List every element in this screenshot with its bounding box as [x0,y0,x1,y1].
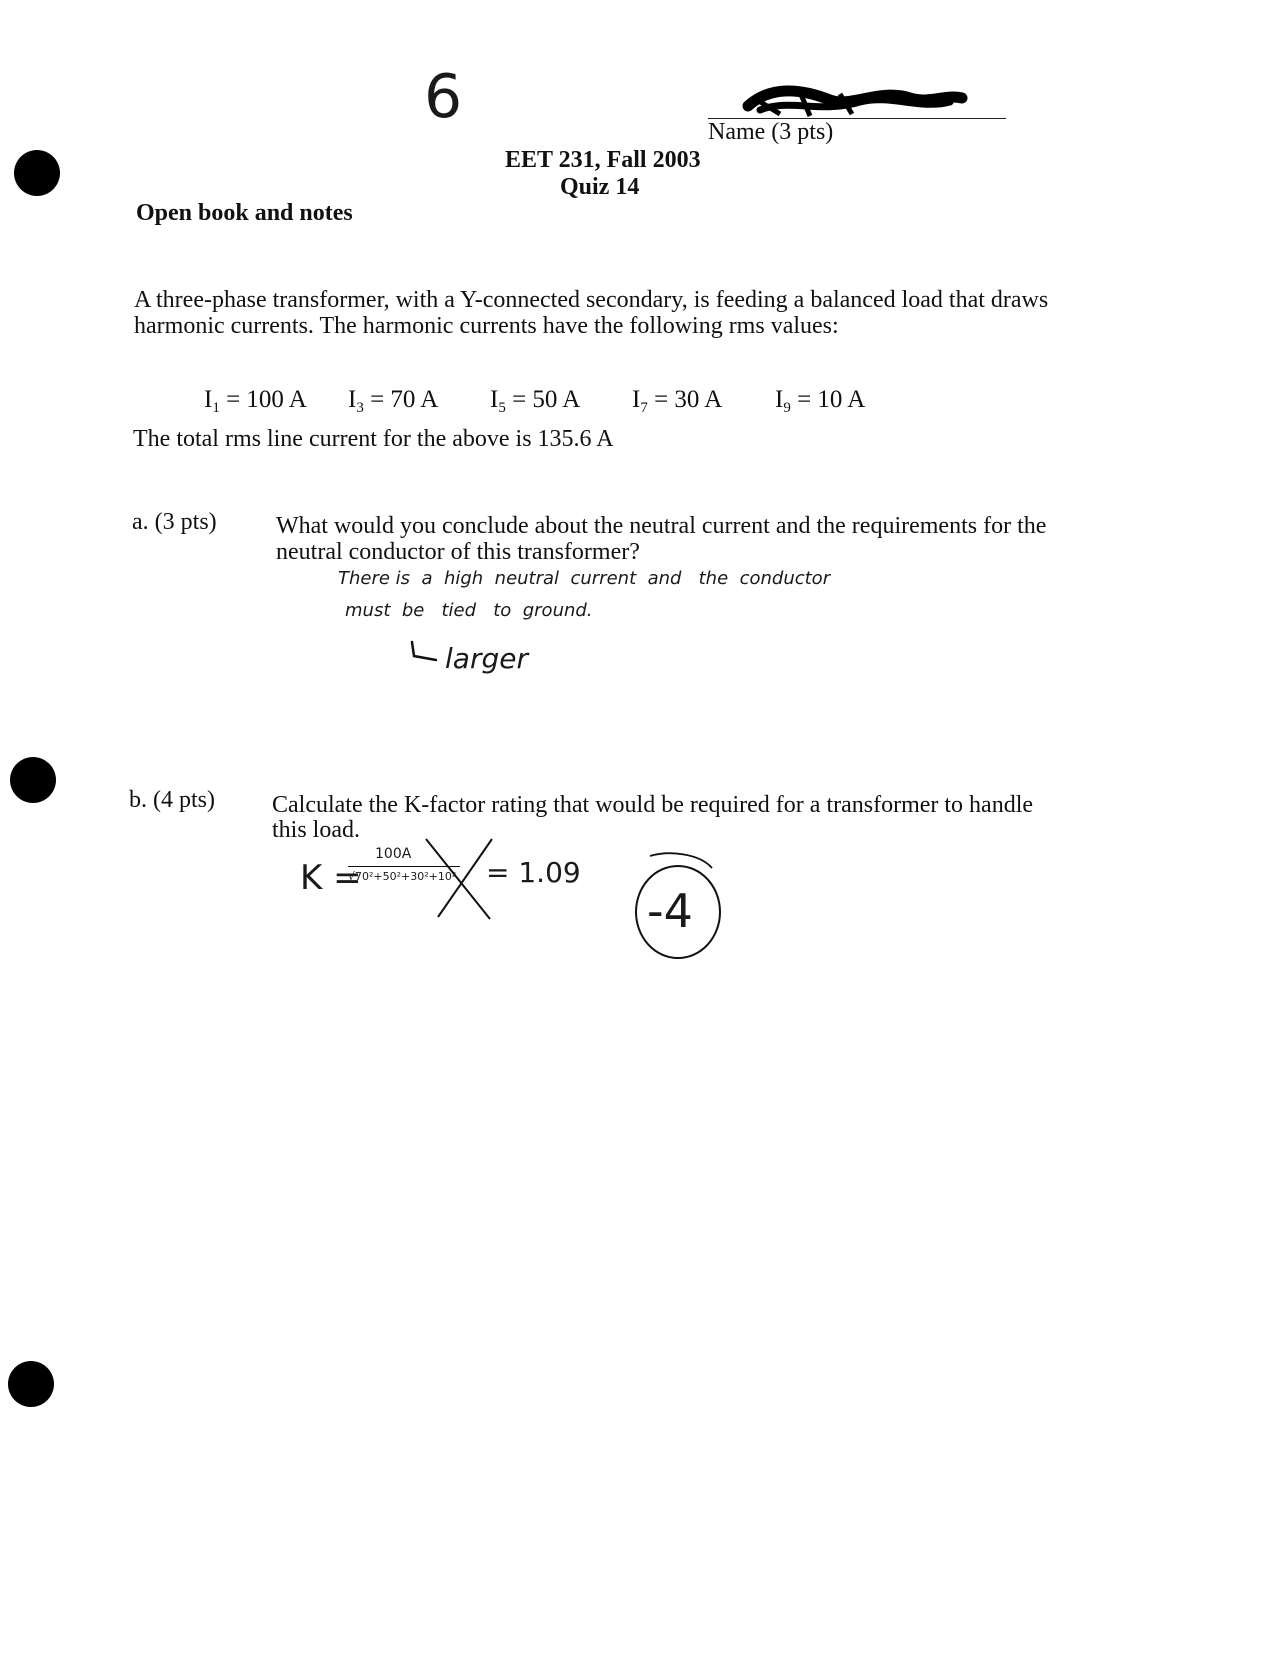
part-b-label: b. (4 pts) [129,787,215,813]
k-symbol: K = [300,858,362,898]
binder-hole-bottom [8,1361,54,1407]
course-title: EET 231, Fall 2003 [505,147,701,173]
binder-hole-middle [10,757,56,803]
k-result: = 1.09 [486,856,581,889]
grade-mark: 6 [424,62,463,132]
current-value: = 70 A [370,386,439,413]
current-i3 [348,386,438,417]
harmonic-order: 7 [640,400,648,416]
problem-line-1: A three-phase transformer, with a Y-connected secondary, is feeding a balanced load that draws [134,287,1049,313]
current-value: = 100 A [226,386,307,413]
part-a-answer-insertion: larger [445,642,528,675]
current-value: = 30 A [654,386,723,413]
quiz-title: Quiz 14 [560,174,640,200]
harmonic-order: 9 [783,400,791,416]
problem-line-2: harmonic currents. The harmonic currents have the following rms values: [134,313,839,339]
current-symbol: I [775,386,784,413]
current-i1 [204,386,307,417]
k-numerator: 100A [375,846,412,862]
insertion-mark [408,640,440,666]
total-current-line: The total rms line current for the above is 135.6 A [133,426,614,452]
current-symbol: I [490,386,499,413]
current-i9 [775,386,865,417]
harmonic-order: 5 [498,400,506,416]
harmonic-order: 3 [356,400,364,416]
harmonic-order: 1 [212,400,220,416]
current-value: = 50 A [512,386,581,413]
part-a-question-line-2: neutral conductor of this transformer? [276,539,640,565]
binder-hole-top [14,150,60,196]
current-symbol: I [632,386,641,413]
k-denominator: √70²+50²+30²+10² [348,870,457,883]
part-a-question-line-1: What would you conclude about the neutral current and the requirements for the [276,513,1047,539]
score-deduction: -4 [647,884,693,938]
part-a-answer-line-1: There is a high neutral current and the conductor [338,568,831,589]
current-i7 [632,386,722,417]
part-a-answer-line-2: must be tied to ground. [345,600,593,621]
part-a-label: a. (3 pts) [132,509,217,535]
current-symbol: I [348,386,357,413]
current-i5 [490,386,580,417]
instructions: Open book and notes [136,200,353,226]
part-b-question-line-1: Calculate the K-factor rating that would be required for a transformer to handle [272,792,1034,818]
name-label: Name (3 pts) [708,119,834,145]
current-value: = 10 A [797,386,866,413]
current-symbol: I [204,386,213,413]
part-b-question-line-2: this load. [272,817,360,843]
